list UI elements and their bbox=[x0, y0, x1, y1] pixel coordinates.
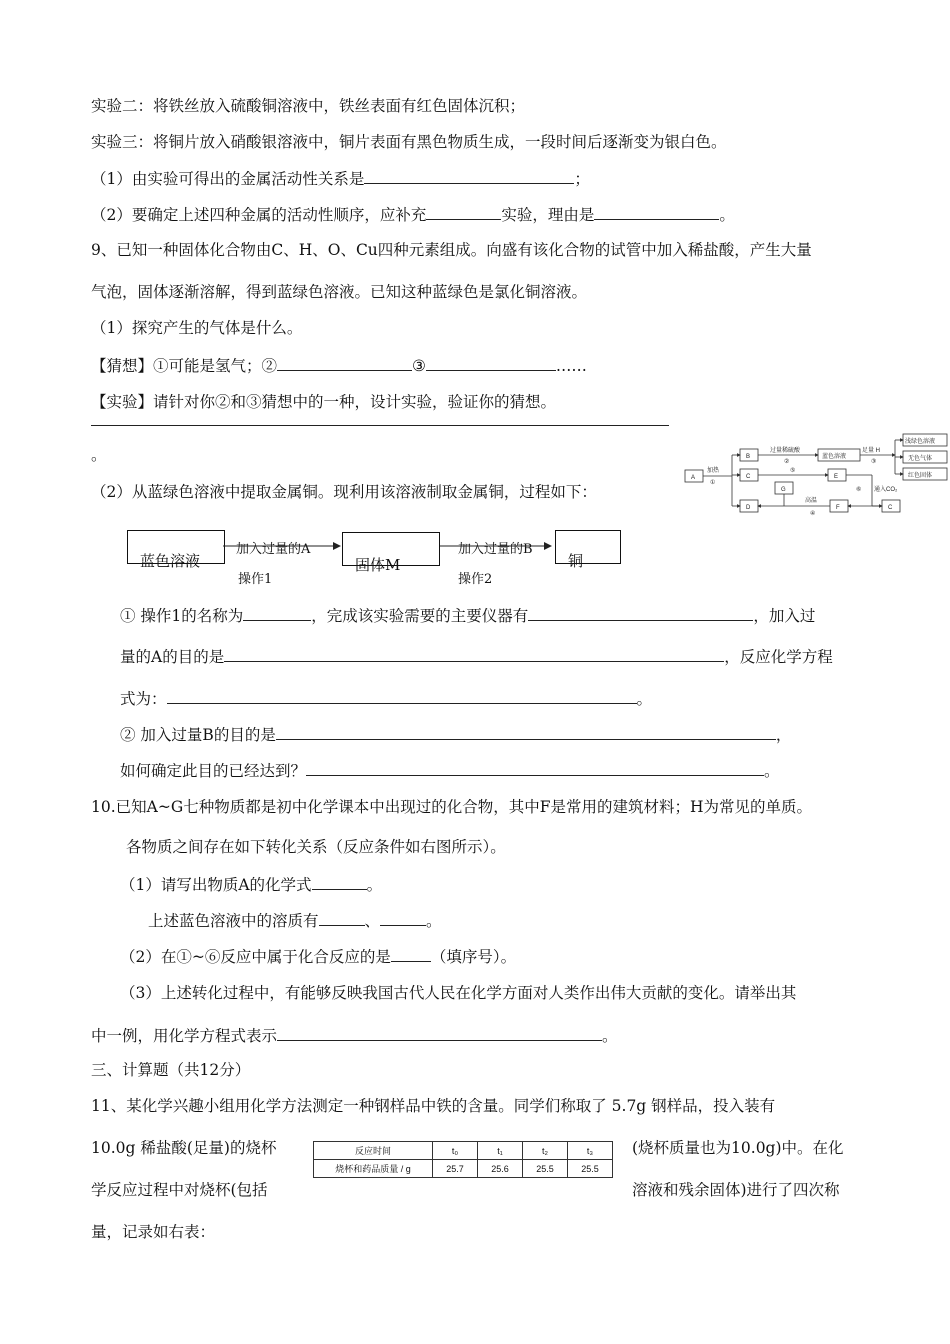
ellipsis: …… bbox=[555, 357, 587, 375]
problem-11-line-4: 量，记录如右表： bbox=[91, 1223, 216, 1241]
table-row bbox=[314, 1160, 613, 1178]
label-gaowen: 高温 bbox=[805, 498, 818, 504]
problem-11-line-3b: 溶液和残余固体)进行了四次称 bbox=[632, 1181, 840, 1199]
node-a: A bbox=[691, 475, 696, 481]
node-blue: 蓝色溶液 bbox=[822, 454, 847, 460]
problem-11-line-2a: 10.0g 稀盐酸(足量)的烧杯 bbox=[91, 1139, 277, 1157]
answer-blank[interactable] bbox=[426, 355, 556, 371]
answer-blank[interactable] bbox=[312, 874, 367, 890]
label-h: 足量 H bbox=[862, 448, 881, 454]
label-heat: 加热 bbox=[707, 468, 720, 474]
op1-text-d: 量的A的目的是 bbox=[120, 648, 225, 666]
problem-10-q3-line-2 bbox=[91, 1025, 618, 1046]
answer-blank[interactable] bbox=[380, 910, 426, 926]
label-n5: ⑤ bbox=[790, 468, 796, 474]
answer-blank[interactable] bbox=[528, 605, 753, 621]
op1-text-a: ① 操作1的名称为 bbox=[120, 607, 244, 625]
flow-arrow-2 bbox=[440, 540, 560, 550]
op1-line-3 bbox=[120, 688, 652, 709]
answer-blank[interactable] bbox=[277, 355, 412, 371]
op1-text-c: ，加入过 bbox=[753, 607, 816, 625]
table-cell: 25.7 bbox=[433, 1160, 478, 1178]
op1-line-2 bbox=[120, 646, 833, 667]
problem-11-line-3a: 学反应过程中对烧杯(包括 bbox=[91, 1181, 268, 1199]
punct: 。 bbox=[764, 762, 780, 780]
op2-text-a: ② 加入过量B的目的是 bbox=[120, 726, 276, 744]
question-2-text: （2）要确定上述四种金属的活动性顺序，应补充 bbox=[91, 206, 427, 224]
punct: 。 bbox=[719, 206, 735, 224]
out-1: 浅绿色溶液 bbox=[905, 439, 936, 445]
problem-10-q3: （3）上述转化过程中，有能够反映我国古代人民在化学方面对人类作出伟大贡献的变化。请举出其 bbox=[120, 984, 797, 1002]
op1-line-1 bbox=[120, 605, 815, 626]
answer-blank[interactable] bbox=[276, 724, 776, 740]
experiment-3-text: 实验三：将铜片放入硝酸银溶液中，铜片表面有黑色物质生成，一段时间后逐渐变为银白色。 bbox=[91, 133, 727, 151]
node-g: G bbox=[781, 487, 786, 493]
answer-blank[interactable] bbox=[167, 688, 637, 704]
flow-arrow-2-label: 加入过量的B bbox=[458, 542, 533, 557]
table-cell: 25.5 bbox=[523, 1160, 568, 1178]
question-2-text-b: 实验，理由是 bbox=[501, 206, 595, 224]
problem-11-line-2b: (烧杯质量也为10.0g)中。在化 bbox=[632, 1139, 844, 1157]
out-2: 无色气体 bbox=[908, 456, 933, 462]
node-f: F bbox=[836, 505, 840, 511]
table-cell: t₀ bbox=[433, 1142, 478, 1160]
answer-blank[interactable] bbox=[391, 946, 431, 962]
label-n6: ⑥ bbox=[856, 487, 862, 493]
p10-q2-text: （2）在①~⑥反应中属于化合反应的是 bbox=[120, 948, 391, 966]
question-1-text: （1）由实验可得出的金属活动性关系是 bbox=[91, 170, 365, 188]
question-1-line bbox=[91, 168, 590, 189]
flow-arrow-1-label: 加入过量的A bbox=[236, 542, 311, 557]
punct: 、 bbox=[364, 912, 381, 930]
weighing-record-table bbox=[313, 1141, 613, 1178]
flow-arrow-1 bbox=[223, 540, 343, 550]
guess-3-label: ③ bbox=[412, 357, 426, 375]
table-cell: 烧杯和药品质量 / g bbox=[314, 1160, 433, 1178]
op2-line-1 bbox=[120, 724, 791, 745]
op2-text-c: 如何确定此目的已经达到？ bbox=[120, 762, 307, 780]
reaction-diagram bbox=[680, 430, 950, 520]
table-cell: 25.6 bbox=[478, 1160, 523, 1178]
punct: 。 bbox=[366, 876, 383, 894]
problem-10-q1-solutes bbox=[148, 910, 442, 931]
period-mark: 。 bbox=[91, 446, 107, 464]
problem-9-question-2: （2）从蓝绿色溶液中提取金属铜。现利用该溶液制取金属铜，过程如下： bbox=[91, 483, 597, 501]
problem-11-line-1: 11、某化学兴趣小组用化学方法测定一种钢样品中铁的含量。同学们称取了 5.7g 钢样品，投入装有 bbox=[91, 1097, 776, 1115]
table-cell: 25.5 bbox=[568, 1160, 613, 1178]
op2-line-2 bbox=[120, 760, 780, 781]
op1-text-e: ，反应化学方程 bbox=[724, 648, 833, 666]
p10-q3b-text: 中一例，用化学方程式表示 bbox=[91, 1027, 278, 1045]
op1-text-b: ，完成该实验需要的主要仪器有 bbox=[311, 607, 529, 625]
answer-blank[interactable] bbox=[224, 646, 724, 662]
punct: 。 bbox=[636, 690, 653, 708]
label-n1: ① bbox=[710, 480, 716, 486]
table-cell: 反应时间 bbox=[314, 1142, 433, 1160]
punct: ， bbox=[775, 726, 792, 744]
flow-op-2: 操作2 bbox=[458, 572, 493, 587]
p10-q1c-text: 上述蓝色溶液中的溶质有 bbox=[148, 912, 319, 930]
p10-q2-text-b: （填序号）。 bbox=[430, 948, 517, 966]
answer-line[interactable] bbox=[91, 425, 669, 426]
flow-box-3-label: 铜 bbox=[568, 552, 584, 570]
answer-blank[interactable] bbox=[306, 760, 764, 776]
flow-box-1-label: 蓝色溶液 bbox=[140, 552, 201, 570]
experiment-2-text: 实验二：将铁丝放入硫酸铜溶液中，铁丝表面有红色固体沉积； bbox=[91, 97, 526, 115]
node-e: E bbox=[834, 474, 839, 480]
flow-box-2-label: 固体M bbox=[355, 556, 401, 574]
node-c: C bbox=[746, 474, 751, 480]
problem-10-q2 bbox=[120, 946, 516, 967]
punct: ； bbox=[574, 170, 590, 188]
answer-blank[interactable] bbox=[426, 204, 501, 220]
problem-9-line-1: 9、已知一种固体化合物由C、H、O、Cu四种元素组成。向盛有该化合物的试管中加入稀盐酸，产生大量 bbox=[91, 241, 812, 259]
label-n4: ④ bbox=[810, 511, 816, 517]
table-cell: t₃ bbox=[568, 1142, 613, 1160]
problem-9-line-2: 气泡，固体逐渐溶解，得到蓝绿色溶液。已知这种蓝绿色是氯化铜溶液。 bbox=[91, 283, 588, 301]
question-2-line bbox=[91, 204, 735, 225]
experiment-prompt: 【实验】请针对你②和③猜想中的一种，设计实验，验证你的猜想。 bbox=[91, 393, 557, 411]
problem-10-line-2: 各物质之间存在如下转化关系（反应条件如右图所示）。 bbox=[126, 838, 506, 856]
answer-blank[interactable] bbox=[319, 910, 365, 926]
punct: 。 bbox=[602, 1027, 618, 1045]
node-d: D bbox=[746, 505, 751, 511]
flow-op-1: 操作1 bbox=[238, 572, 273, 587]
answer-blank[interactable] bbox=[594, 204, 719, 220]
section-3-heading: 三、计算题（共12分） bbox=[91, 1061, 251, 1079]
label-n2: ② bbox=[784, 459, 790, 465]
punct: 。 bbox=[426, 912, 442, 930]
node-b: B bbox=[746, 454, 751, 460]
flow-box-copper bbox=[555, 530, 621, 564]
answer-blank[interactable] bbox=[364, 168, 574, 184]
label-acid: 过量稀硫酸 bbox=[770, 448, 801, 454]
table-cell: t₁ bbox=[478, 1142, 523, 1160]
problem-9-question-1: （1）探究产生的气体是什么。 bbox=[91, 319, 303, 337]
answer-blank[interactable] bbox=[277, 1025, 602, 1041]
node-c2: C bbox=[888, 505, 893, 511]
guess-line bbox=[91, 355, 587, 376]
problem-10-line-1: 10.已知A~G七种物质都是初中化学课本中出现过的化合物，其中F是常用的建筑材料；H为常见的单质。 bbox=[91, 798, 812, 816]
op1-text-f: 式为： bbox=[120, 690, 167, 708]
out-3: 红色固体 bbox=[908, 473, 933, 479]
table-header-row bbox=[314, 1142, 613, 1160]
label-co2: 通入CO₂ bbox=[874, 487, 898, 493]
problem-10-q1 bbox=[120, 874, 382, 895]
guess-text: 【猜想】①可能是氢气；② bbox=[91, 357, 278, 375]
label-n3: ③ bbox=[871, 459, 877, 465]
table-cell: t₂ bbox=[523, 1142, 568, 1160]
p10-q1-text: （1）请写出物质A的化学式 bbox=[120, 876, 312, 894]
answer-blank[interactable] bbox=[243, 605, 311, 621]
